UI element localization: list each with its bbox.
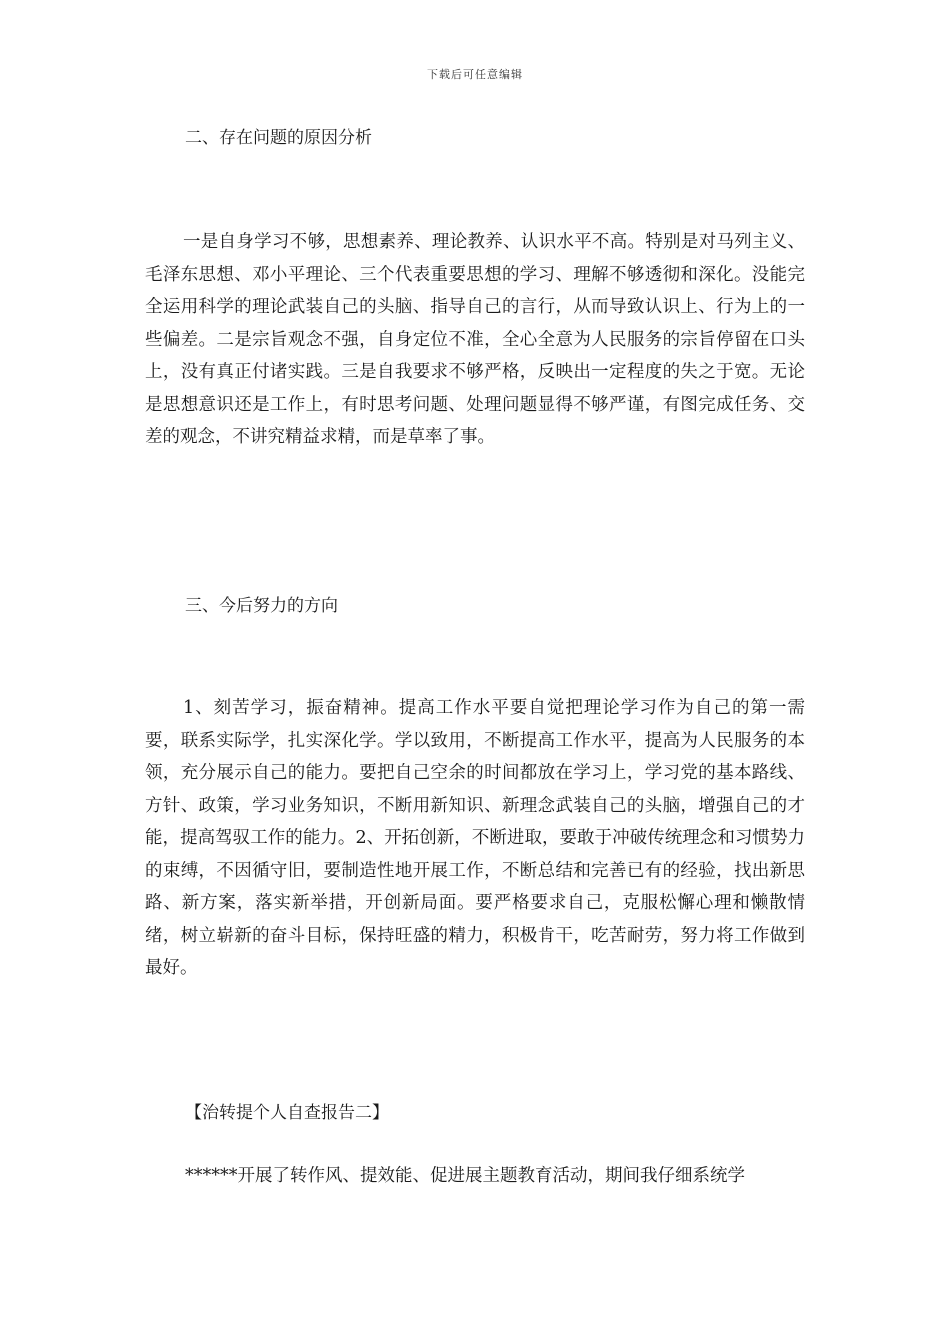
- report-title: 【治转提个人自查报告二】: [185, 1103, 389, 1123]
- paragraph-causes: 一是自身学习不够，思想素养、理论教养、认识水平不高。特别是对马列主义、毛泽东思想、邓小平理论、三个代表重要思想的学习、理解不够透彻和深化。没能完全运用科学的理论武装自己的头脑、指导自己的言行，从而导致认识上、行为上的一些偏差。二是宗旨观念不强，自身定位不准，全心全意为人民服务的宗旨停留在口头上，没有真正付诸实践。三是自我要求不够严格，反映出一定程度的失之于宽。无论是思想意识还是工作上，有时思考问题、处理问题显得不够严谨，有图完成任务、交差的观念，不讲究精益求精，而是草率了事。: [145, 232, 805, 447]
- report-intro: ******开展了转作风、提效能、促进展主题教育活动，期间我仔细系统学: [185, 1166, 745, 1186]
- paragraph-direction: 1、刻苦学习，振奋精神。提高工作水平要自觉把理论学习作为自己的第一需要，联系实际学，扎实深化学。学以致用，不断提高工作水平，提高为人民服务的本领，充分展示自己的能力。要把自己空余的时间都放在学习上，学习党的基本路线、方针、政策，学习业务知识，不断用新知识、新理念武装自己的头脑，增强自己的才能，提高驾驭工作的能力。2、开拓创新，不断进取，要敢于冲破传统理念和习惯势力的束缚，不因循守旧，要制造性地开展工作，不断总结和完善已有的经验，找出新思路、新方案，落实新举措，开创新局面。要严格要求自己，克服松懈心理和懒散情绪，树立崭新的奋斗目标，保持旺盛的精力，积极肯干，吃苦耐劳，努力将工作做到最好。: [145, 698, 805, 978]
- section-heading-direction: 三、今后努力的方向: [185, 596, 338, 616]
- section-heading-causes: 二、存在问题的原因分析: [185, 128, 372, 148]
- header-note: 下载后可任意编辑: [427, 68, 523, 81]
